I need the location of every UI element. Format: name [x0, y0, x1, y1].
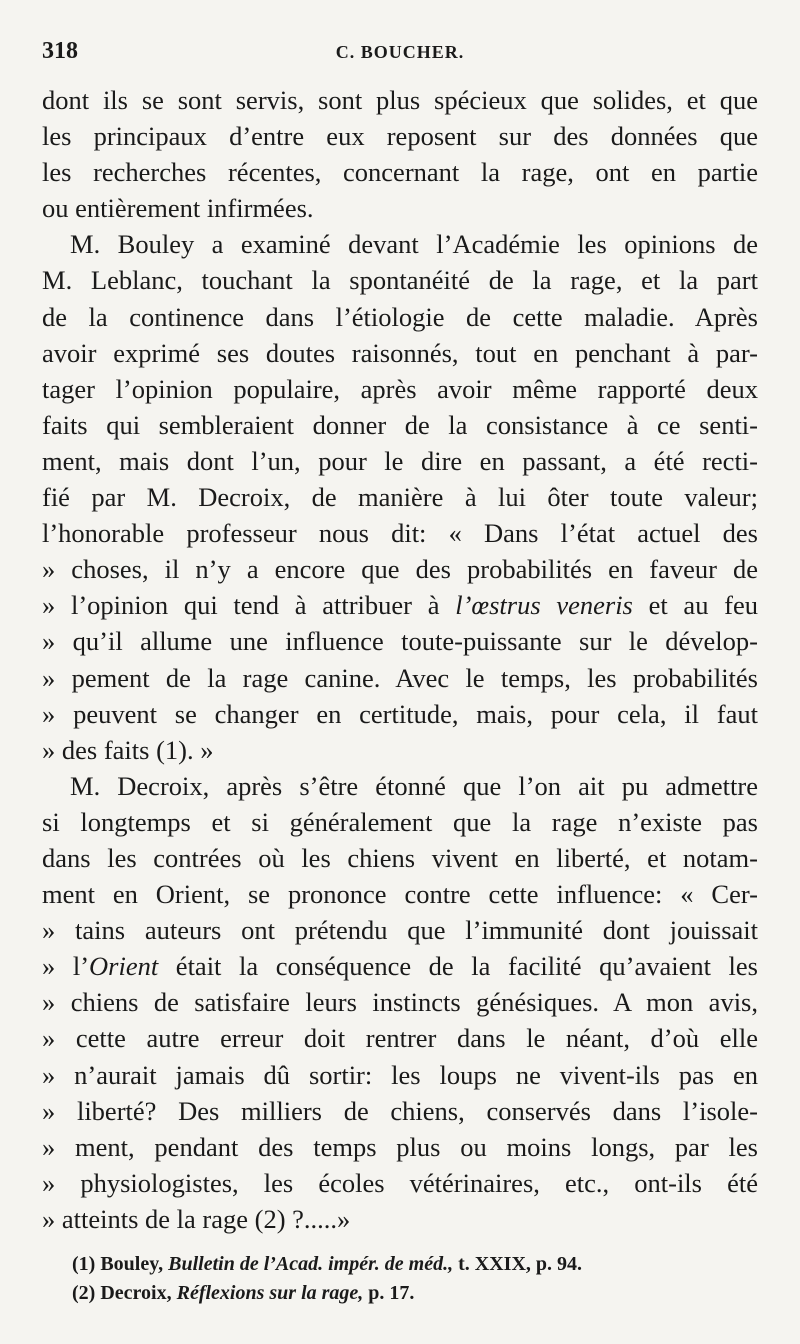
text-line: dans les contrées où les chiens vivent en liberté, et notam-	[42, 842, 758, 873]
text-line: tager l’opinion populaire, après avoir même rapporté deux	[42, 373, 758, 404]
text-line: les recherches récentes, concernant la rage, ont en partie	[42, 157, 758, 188]
footnote-reference: t. XXIX, p. 94.	[453, 1253, 583, 1275]
text-line: l’honorable professeur nous dit: « Dans l’état actuel des	[42, 518, 758, 549]
footnote-author: Decroix,	[95, 1282, 177, 1304]
footnote-number: (2)	[72, 1282, 96, 1304]
text-line: de la continence dans l’étiologie de cette maladie. Après	[42, 301, 758, 332]
footnote-title: Bulletin de l’Acad. impér. de méd.,	[168, 1253, 454, 1275]
page-number: 318	[42, 38, 78, 64]
text-line: » choses, il n’y a encore que des probabilités en faveur de	[42, 554, 758, 585]
footnote	[72, 1250, 762, 1279]
text-segment: était la conséquence de la facilité qu’avaient les	[158, 951, 758, 982]
italic-term: Orient	[89, 951, 159, 982]
text-segment: et au feu	[632, 590, 758, 621]
footnote-title: Réflexions sur la rage,	[176, 1282, 364, 1304]
body-text	[42, 82, 758, 1237]
italic-term: l’œstrus veneris	[455, 590, 633, 621]
text-line: ment en Orient, se prononce contre cette influence: « Cer-	[42, 879, 758, 910]
text-line: ment, mais dont l’un, pour le dire en passant, a été recti-	[42, 445, 758, 476]
text-line: avoir exprimé ses doutes raisonnés, tout en penchant à par-	[42, 337, 758, 368]
text-line: » physiologistes, les écoles vétérinaires, etc., ont-ils été	[42, 1167, 758, 1198]
text-line: M. Bouley a examiné devant l’Académie les opinions de	[70, 229, 758, 260]
text-line: » des faits (1). »	[42, 734, 214, 765]
text-line: faits qui sembleraient donner de la consistance à ce senti-	[42, 409, 758, 440]
text-line: » ment, pendant des temps plus ou moins longs, par les	[42, 1131, 758, 1162]
text-line: M. Decroix, après s’être étonné que l’on ait pu admettre	[70, 770, 758, 801]
footnote-reference: p. 17.	[363, 1282, 415, 1304]
text-line: ou entièrement infirmées.	[42, 193, 314, 224]
text-line: les principaux d’entre eux reposent sur des données que	[42, 121, 758, 152]
text-line: M. Leblanc, touchant la spontanéité de la rage, et la part	[42, 265, 758, 296]
text-line: » chiens de satisfaire leurs instincts génésiques. A mon avis,	[42, 987, 758, 1018]
text-line-mixed	[42, 587, 758, 623]
footnotes	[72, 1250, 762, 1308]
text-line: » n’aurait jamais dû sortir: les loups ne vivent-ils pas en	[42, 1059, 758, 1090]
text-segment: » l’	[42, 951, 90, 982]
text-line-mixed	[42, 948, 758, 984]
footnote-number: (1)	[72, 1253, 96, 1275]
text-line: si longtemps et si généralement que la rage n’existe pas	[42, 806, 758, 837]
text-segment: » l’opinion qui tend à attribuer à	[42, 590, 456, 621]
text-line: dont ils se sont servis, sont plus spécieux que solides, et que	[42, 85, 758, 115]
running-head: C. BOUCHER.	[335, 42, 465, 62]
text-line: » liberté? Des milliers de chiens, conservés dans l’isole-	[42, 1095, 758, 1126]
text-line: » peuvent se changer en certitude, mais, pour cela, il faut	[42, 698, 758, 729]
text-line: » pement de la rage canine. Avec le temps, les probabilités	[42, 662, 758, 693]
text-line: » atteints de la rage (2) ?.....»	[42, 1203, 351, 1234]
footnote-author: Bouley,	[95, 1253, 169, 1275]
page-header	[42, 38, 758, 68]
text-line: fié par M. Decroix, de manière à lui ôter toute valeur;	[42, 482, 758, 513]
text-line: » cette autre erreur doit rentrer dans le néant, d’où elle	[42, 1023, 758, 1054]
footnote	[72, 1279, 762, 1308]
text-line: » tains auteurs ont prétendu que l’immunité dont jouissait	[42, 915, 758, 946]
text-line: » qu’il allume une influence toute-puissante sur le dévelop-	[42, 626, 758, 657]
